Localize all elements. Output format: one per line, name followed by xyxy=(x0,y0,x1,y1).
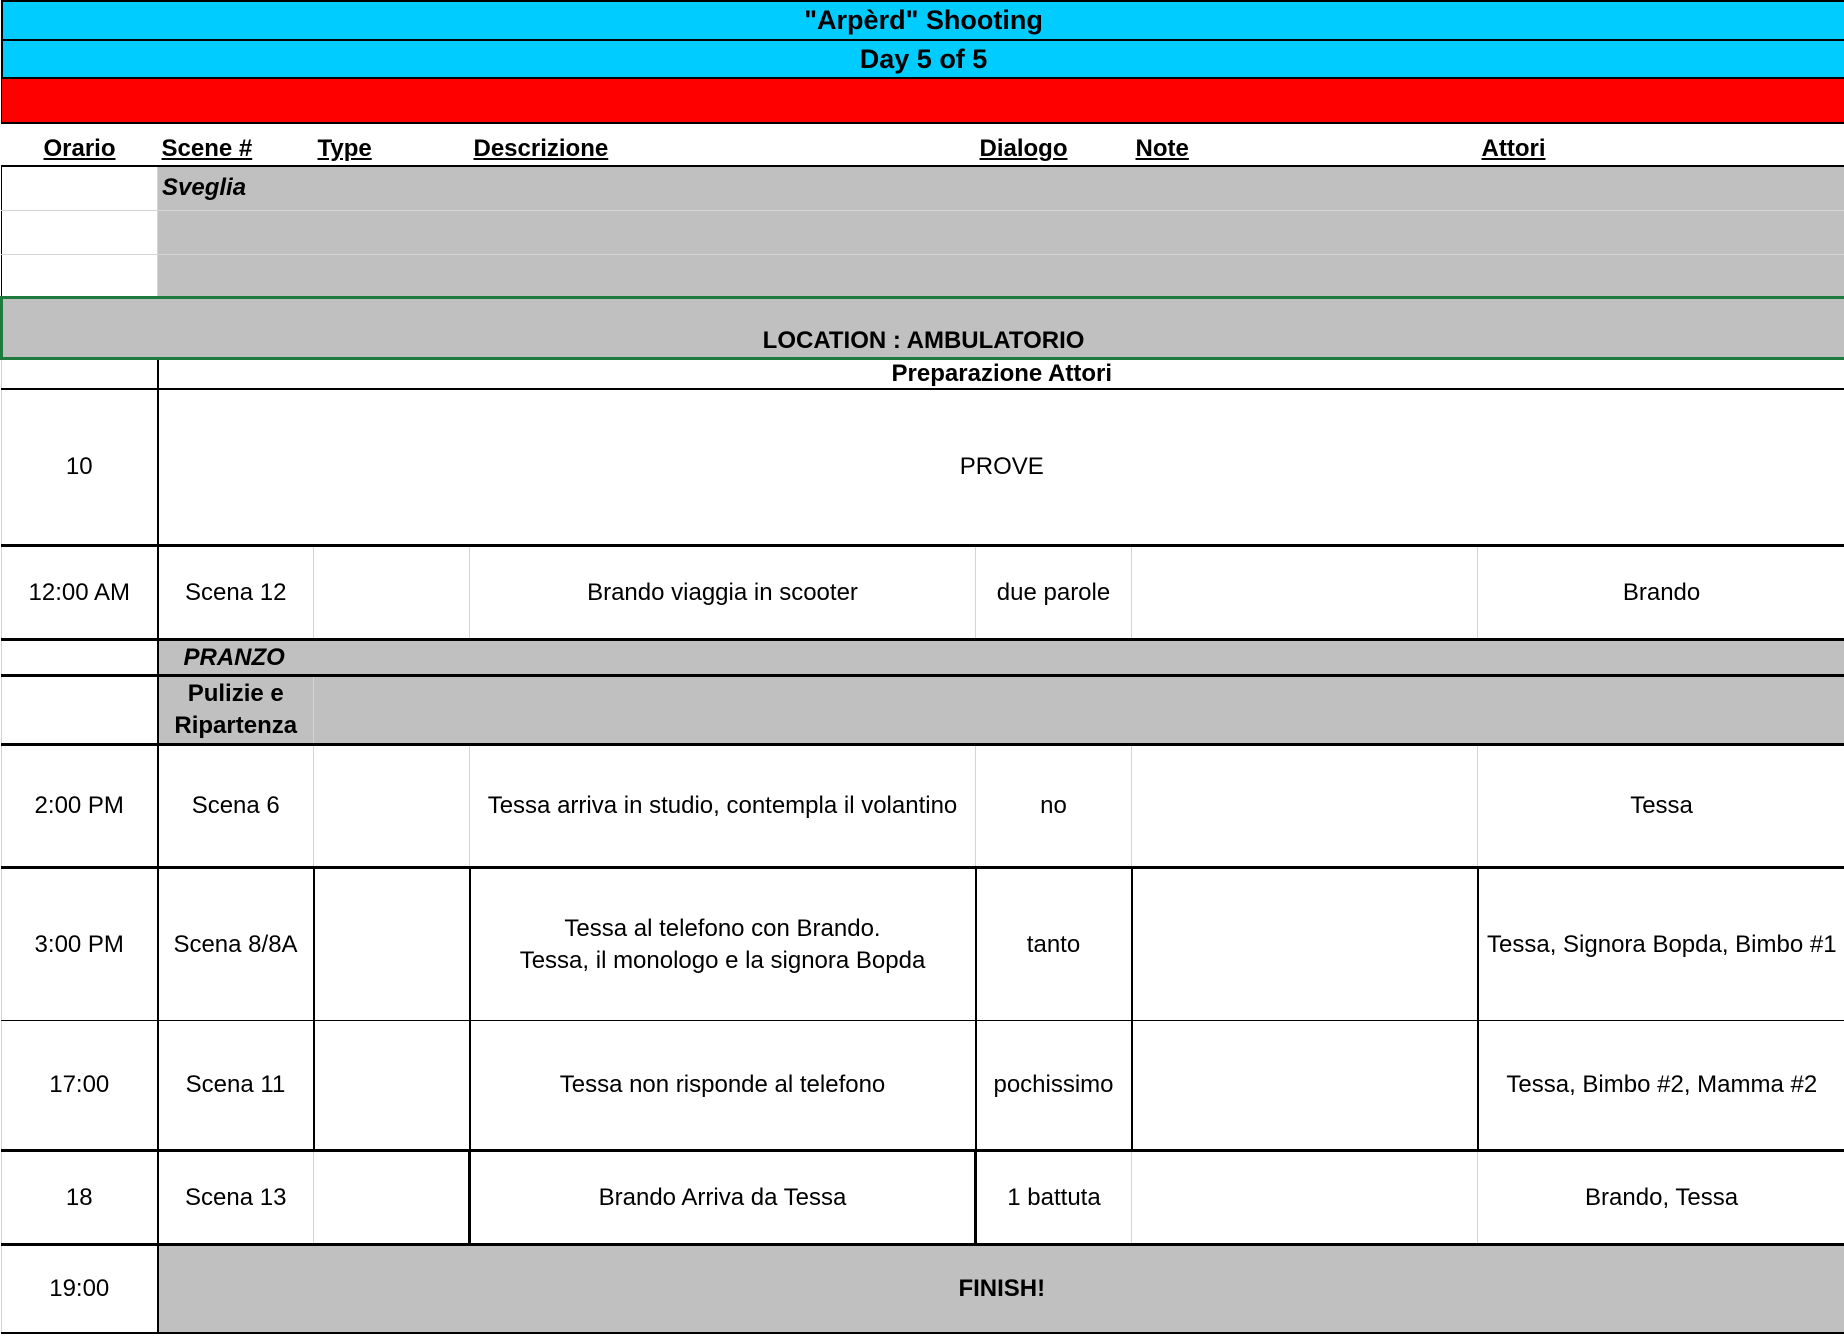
scene-time: 3:00 PM xyxy=(2,868,158,1021)
empty-time-cell xyxy=(2,210,158,254)
finish-time: 19:00 xyxy=(2,1245,158,1333)
pulizie-gray-cell xyxy=(314,676,1844,745)
red-divider xyxy=(2,78,1844,123)
scene-time: 12:00 AM xyxy=(2,546,158,640)
finish-row xyxy=(2,1245,1844,1333)
scene-time: 17:00 xyxy=(2,1021,158,1151)
sveglia-label: Sveglia xyxy=(158,166,1844,210)
scene-type xyxy=(314,546,470,640)
scene-description-line: Tessa al telefono con Brando. xyxy=(564,914,881,942)
col-note: Note xyxy=(1132,123,1478,166)
col-type: Type xyxy=(314,123,470,166)
scene-note xyxy=(1132,1021,1478,1151)
day-label: Day 5 of 5 xyxy=(2,40,1844,78)
scene-description-line: Tessa, il monologo e la signora Bopda xyxy=(519,946,926,974)
col-attori: Attori xyxy=(1478,123,1844,166)
pulizie-row xyxy=(2,676,1844,745)
scene-note xyxy=(1132,745,1478,868)
scene-time: 18 xyxy=(2,1151,158,1245)
scene-description xyxy=(470,868,976,1021)
scene-description: Tessa non risponde al telefono xyxy=(470,1021,976,1151)
table-row xyxy=(2,546,1844,640)
scene-number: Scena 12 xyxy=(158,546,314,640)
col-descrizione: Descrizione xyxy=(470,123,976,166)
scene-number: Scena 8/8A xyxy=(158,868,314,1021)
col-dialogo: Dialogo xyxy=(976,123,1132,166)
prove-label: PROVE xyxy=(158,389,1844,546)
table-row xyxy=(2,1021,1844,1151)
scene-dialog: pochissimo xyxy=(976,1021,1132,1151)
scene-number: Scena 13 xyxy=(158,1151,314,1245)
scene-dialog: no xyxy=(976,745,1132,868)
scene-actors: Tessa, Bimbo #2, Mamma #2 xyxy=(1478,1021,1844,1151)
pranzo-time-cell xyxy=(2,640,158,676)
scene-actors: Brando, Tessa xyxy=(1478,1151,1844,1245)
scene-dialog: 1 battuta xyxy=(976,1151,1132,1245)
scene-number: Scena 6 xyxy=(158,745,314,868)
pulizie-time-cell xyxy=(2,676,158,745)
col-scene: Scene # xyxy=(158,123,314,166)
scene-actors: Tessa, Signora Bopda, Bimbo #1 xyxy=(1478,868,1844,1021)
scene-type xyxy=(314,1021,470,1151)
prove-row xyxy=(2,389,1844,546)
scene-note xyxy=(1132,546,1478,640)
scene-type xyxy=(314,745,470,868)
location-banner: LOCATION : AMBULATORIO xyxy=(2,297,1844,358)
empty-time-cell xyxy=(2,254,158,297)
empty-gray-cell xyxy=(158,210,1844,254)
finish-label: FINISH! xyxy=(158,1245,1844,1333)
scene-description: Brando viaggia in scooter xyxy=(470,546,976,640)
pranzo-label xyxy=(158,640,1844,676)
scene-type xyxy=(314,868,470,1021)
pranzo-text: PRANZO xyxy=(183,643,285,671)
scene-dialog: due parole xyxy=(976,546,1132,640)
scene-actors: Tessa xyxy=(1478,745,1844,868)
empty-row xyxy=(2,210,1844,254)
scene-dialog: tanto xyxy=(976,868,1132,1021)
column-header-row xyxy=(2,123,1844,166)
table-row xyxy=(2,745,1844,868)
col-orario: Orario xyxy=(2,123,158,166)
scene-note xyxy=(1132,868,1478,1021)
scene-description: Brando Arriva da Tessa xyxy=(470,1151,976,1245)
scene-description: Tessa arriva in studio, contempla il volantino xyxy=(470,745,976,868)
table-row xyxy=(2,868,1844,1021)
sveglia-time-cell xyxy=(2,166,158,210)
production-title: "Arpèrd" Shooting xyxy=(2,1,1844,40)
scene-time: 2:00 PM xyxy=(2,745,158,868)
empty-gray-cell xyxy=(158,254,1844,297)
sveglia-row xyxy=(2,166,1844,210)
scene-note xyxy=(1132,1151,1478,1245)
table-row xyxy=(2,1151,1844,1245)
prove-time: 10 xyxy=(2,389,158,546)
preparazione-time-cell xyxy=(2,358,158,389)
scene-type xyxy=(314,1151,470,1245)
scene-actors: Brando xyxy=(1478,546,1844,640)
pulizie-label: Pulizie e Ripartenza xyxy=(158,676,314,745)
empty-row xyxy=(2,254,1844,297)
preparazione-row xyxy=(2,358,1844,389)
scene-number: Scena 11 xyxy=(158,1021,314,1151)
preparazione-label: Preparazione Attori xyxy=(158,358,1844,389)
pranzo-row xyxy=(2,640,1844,676)
